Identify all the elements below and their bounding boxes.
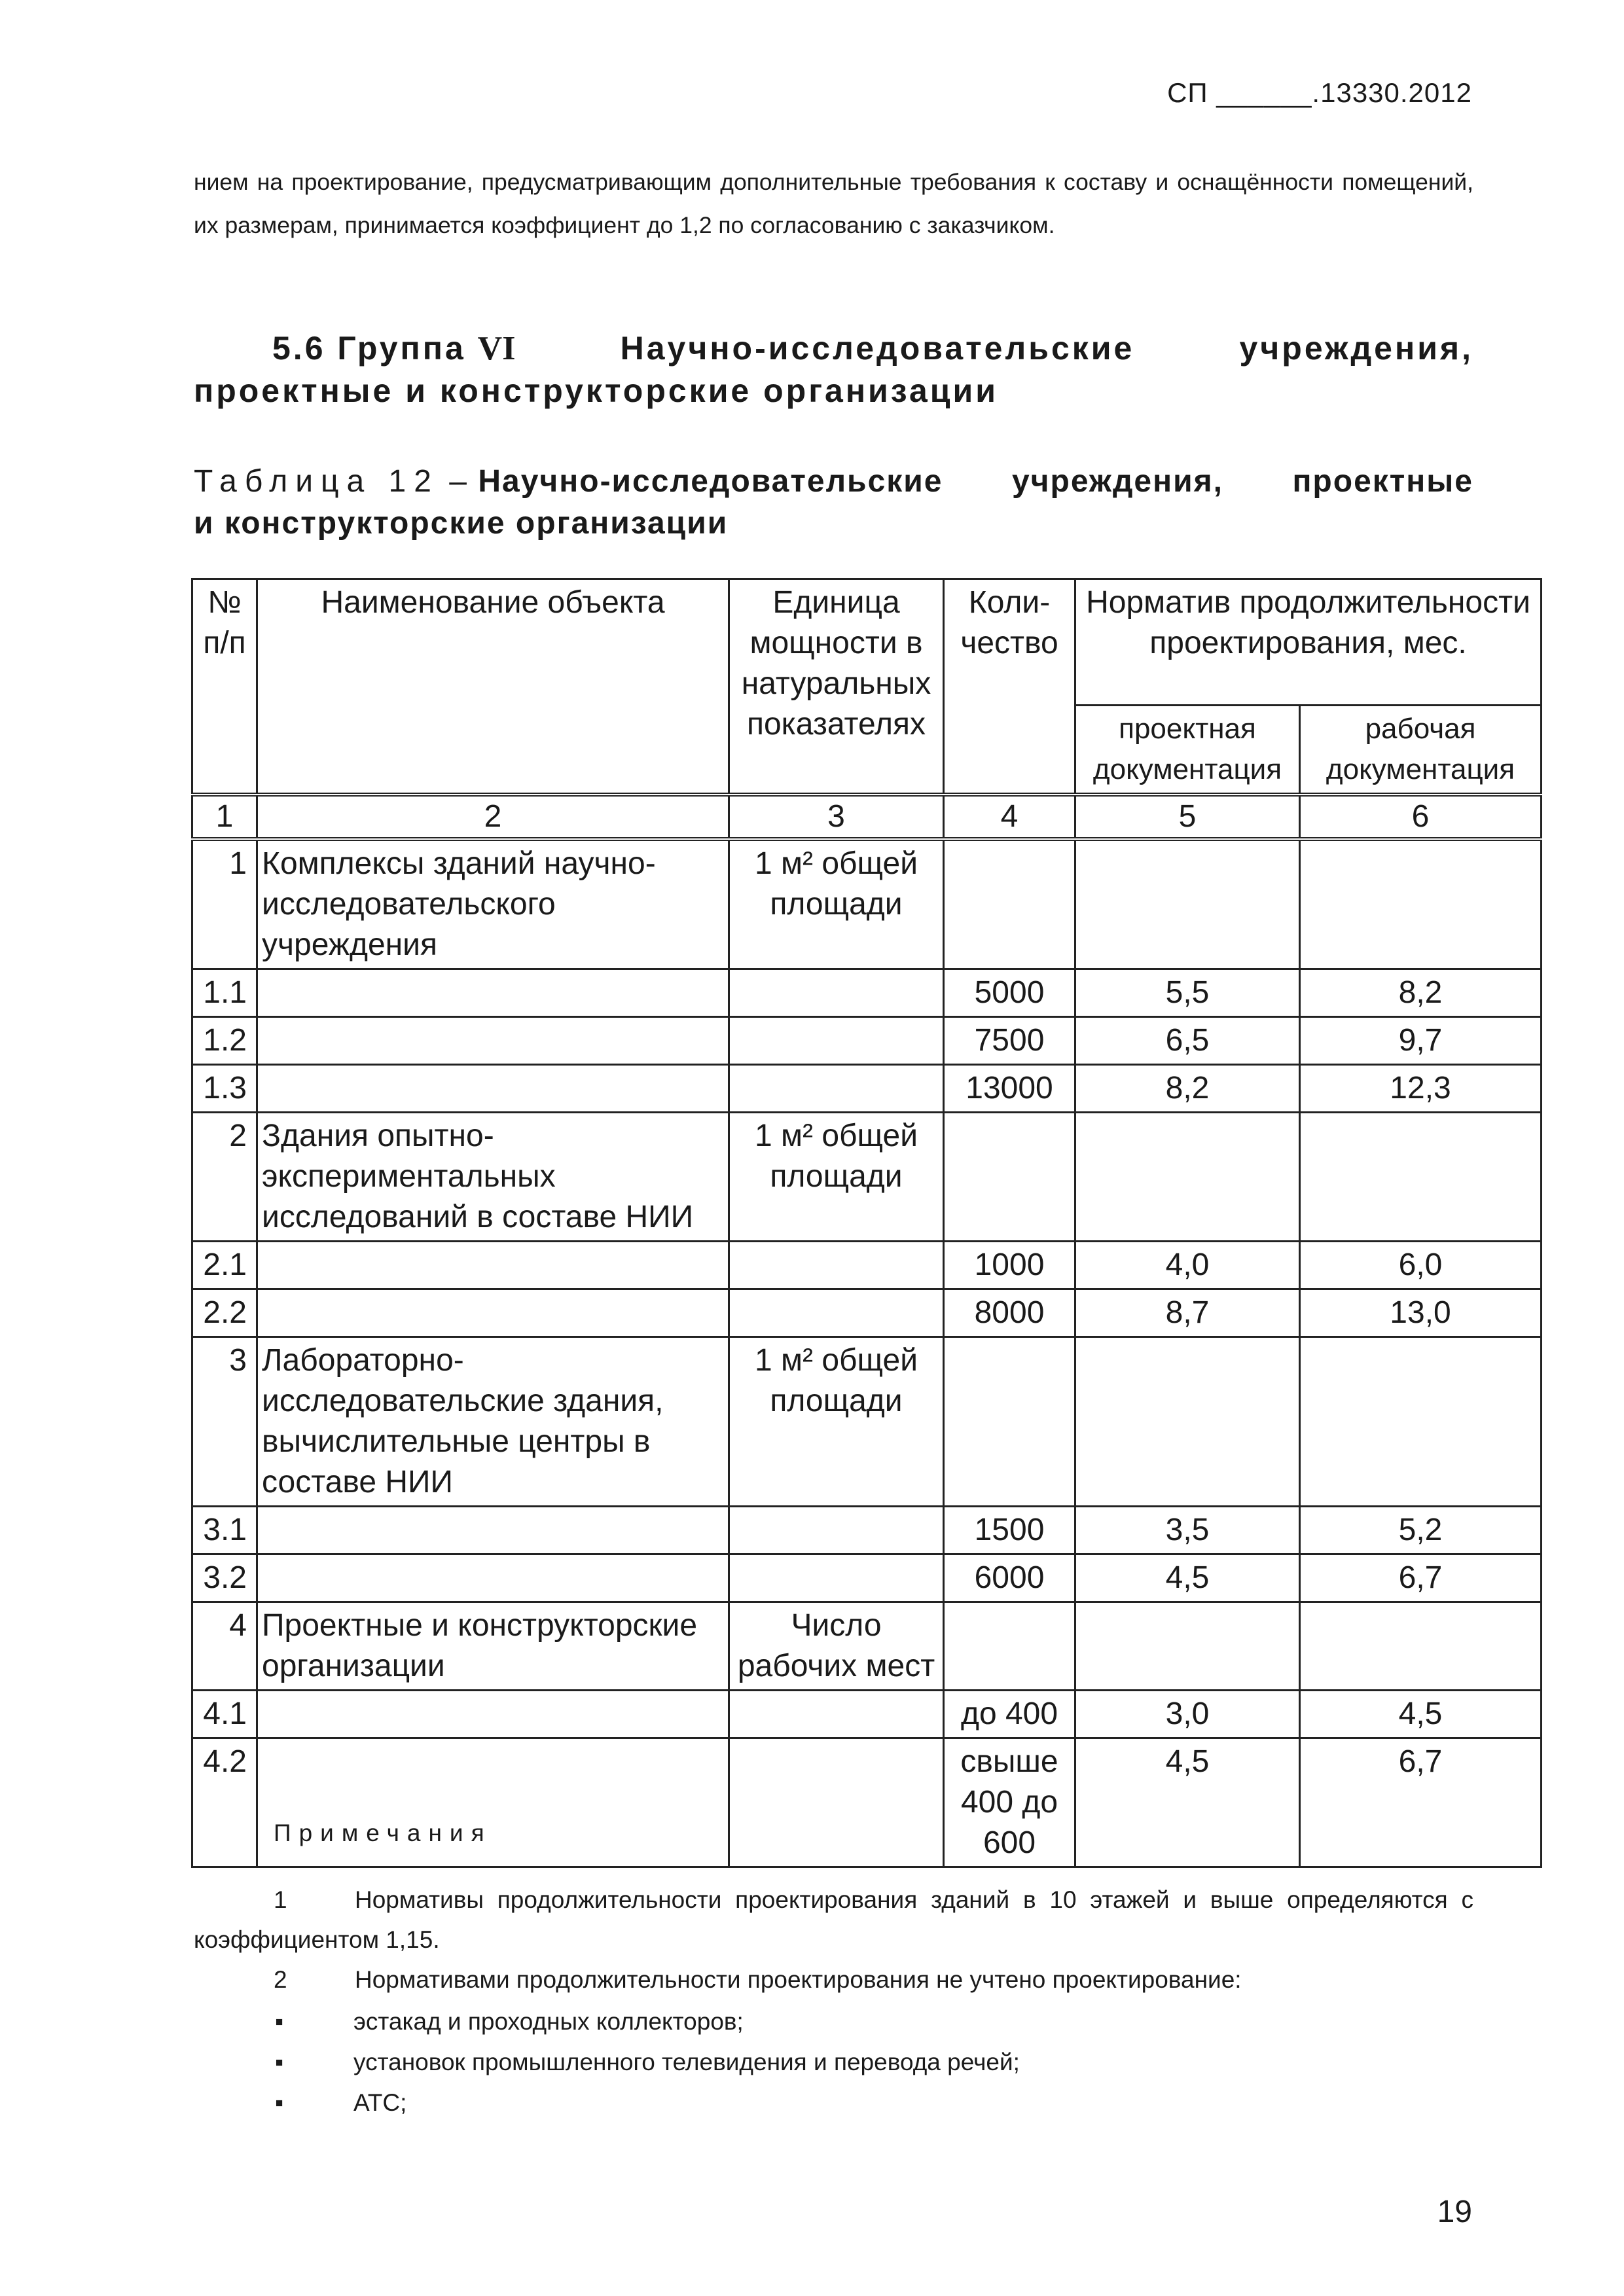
cell-design-docs: 4,5 bbox=[1075, 1738, 1300, 1867]
note-bullet-item bbox=[275, 2083, 406, 2123]
cell-working-docs: 9,7 bbox=[1300, 1017, 1542, 1065]
cell-working-docs: 6,7 bbox=[1300, 1554, 1542, 1602]
cell-unit bbox=[729, 1691, 944, 1738]
cell-design-docs bbox=[1075, 1113, 1300, 1242]
header-cell-norm: Норматив продолжительности проектирования, мес. bbox=[1075, 579, 1542, 706]
bullet-icon: ▪ bbox=[275, 2008, 284, 2035]
table-row bbox=[192, 1691, 1542, 1738]
table-header-row bbox=[192, 579, 1542, 706]
cell-working-docs: 13,0 bbox=[1300, 1289, 1542, 1337]
cell-no: 3.2 bbox=[192, 1554, 257, 1602]
cell-quantity: 8000 bbox=[944, 1289, 1075, 1337]
column-number: 4 bbox=[944, 795, 1075, 839]
table-row bbox=[192, 1337, 1542, 1507]
cell-design-docs: 3,0 bbox=[1075, 1691, 1300, 1738]
cell-no: 3 bbox=[192, 1337, 257, 1507]
intro-paragraph: нием на проектирование, предусматривающим дополнительные требования к составу и оснащённости помещений, их размерам, принимается коэффициент до 1,2 по согласованию с заказчиком. bbox=[194, 169, 1473, 238]
group-roman: VI bbox=[477, 330, 516, 367]
cell-working-docs bbox=[1300, 839, 1542, 969]
cell-working-docs: 8,2 bbox=[1300, 969, 1542, 1017]
caption-title-b: учреждения, bbox=[1011, 464, 1223, 499]
cell-design-docs: 4,5 bbox=[1075, 1554, 1300, 1602]
note-1 bbox=[194, 1880, 1473, 1960]
cell-object-name: Проектные и конструкторские организации bbox=[257, 1602, 729, 1691]
cell-design-docs: 6,5 bbox=[1075, 1017, 1300, 1065]
caption-title-line2: и конструкторские организации bbox=[194, 506, 729, 541]
cell-object-name bbox=[257, 1554, 729, 1602]
cell-quantity: до 400 bbox=[944, 1691, 1075, 1738]
table-row bbox=[192, 1017, 1542, 1065]
cell-unit bbox=[729, 1738, 944, 1867]
cell-object-name bbox=[257, 969, 729, 1017]
norms-table bbox=[191, 578, 1542, 1868]
cell-working-docs: 6,7 bbox=[1300, 1738, 1542, 1867]
cell-object-name: Здания опытно-экспериментальных исследований в составе НИИ bbox=[257, 1113, 729, 1242]
cell-working-docs bbox=[1300, 1113, 1542, 1242]
cell-object-name: Лабораторно-исследовательские здания, вычислительные центры в составе НИИ bbox=[257, 1337, 729, 1507]
cell-design-docs: 4,0 bbox=[1075, 1242, 1300, 1289]
section-title-part2: учреждения, bbox=[1239, 330, 1473, 367]
bullet-text: АТС; bbox=[353, 2089, 407, 2116]
cell-unit bbox=[729, 1554, 944, 1602]
column-number: 2 bbox=[257, 795, 729, 839]
cell-working-docs: 6,0 bbox=[1300, 1242, 1542, 1289]
cell-design-docs bbox=[1075, 1337, 1300, 1507]
caption-title-c: проектные bbox=[1292, 464, 1473, 499]
header-cell-no: № п/п bbox=[192, 579, 257, 795]
cell-quantity bbox=[944, 1602, 1075, 1691]
cell-unit: 1 м² общей площади bbox=[729, 1113, 944, 1242]
cell-unit bbox=[729, 1242, 944, 1289]
cell-unit bbox=[729, 1065, 944, 1113]
cell-quantity bbox=[944, 1337, 1075, 1507]
table-row bbox=[192, 1554, 1542, 1602]
cell-design-docs bbox=[1075, 1602, 1300, 1691]
table-row bbox=[192, 1602, 1542, 1691]
cell-no: 4 bbox=[192, 1602, 257, 1691]
bullet-icon: ▪ bbox=[275, 2049, 284, 2075]
bullet-icon: ▪ bbox=[275, 2089, 284, 2116]
cell-quantity: 7500 bbox=[944, 1017, 1075, 1065]
cell-working-docs: 12,3 bbox=[1300, 1065, 1542, 1113]
header-cell-qty: Коли-чество bbox=[944, 579, 1075, 795]
table-row bbox=[192, 1065, 1542, 1113]
column-number: 1 bbox=[192, 795, 257, 839]
cell-object-name bbox=[257, 1065, 729, 1113]
cell-working-docs: 4,5 bbox=[1300, 1691, 1542, 1738]
caption-dash: – bbox=[449, 464, 468, 499]
cell-unit: Число рабочих мест bbox=[729, 1602, 944, 1691]
cell-design-docs bbox=[1075, 839, 1300, 969]
section-number-and-group bbox=[272, 327, 515, 370]
cell-design-docs: 3,5 bbox=[1075, 1507, 1300, 1554]
note-bullet-item bbox=[275, 2001, 744, 2041]
note-2-number: 2 bbox=[274, 1966, 287, 1993]
section-title-part1: Научно-исследовательские bbox=[620, 330, 1135, 367]
cell-no: 2.1 bbox=[192, 1242, 257, 1289]
table-row bbox=[192, 1289, 1542, 1337]
cell-unit bbox=[729, 1507, 944, 1554]
cell-unit: 1 м² общей площади bbox=[729, 1337, 944, 1507]
section-title-line2: проектные и конструкторские организации bbox=[194, 372, 998, 409]
cell-object-name bbox=[257, 1242, 729, 1289]
cell-quantity: свыше 400 до 600 bbox=[944, 1738, 1075, 1867]
section-number: 5.6 bbox=[272, 330, 326, 367]
cell-unit: 1 м² общей площади bbox=[729, 839, 944, 969]
header-cell-name: Наименование объекта bbox=[257, 579, 729, 795]
column-number: 5 bbox=[1075, 795, 1300, 839]
cell-quantity bbox=[944, 1113, 1075, 1242]
cell-working-docs bbox=[1300, 1602, 1542, 1691]
cell-working-docs bbox=[1300, 1337, 1542, 1507]
table-row bbox=[192, 1242, 1542, 1289]
document-code-header: СП ______.13330.2012 bbox=[1167, 77, 1472, 108]
bullet-text: установок промышленного телевидения и перевода речей; bbox=[353, 2049, 1020, 2075]
cell-no: 1.1 bbox=[192, 969, 257, 1017]
note-1-number: 1 bbox=[274, 1886, 287, 1913]
header-cell-unit: Единица мощности в натуральных показателях bbox=[729, 579, 944, 795]
cell-quantity: 1500 bbox=[944, 1507, 1075, 1554]
cell-object-name: Комплексы зданий научно-исследовательского учреждения bbox=[257, 839, 729, 969]
cell-unit bbox=[729, 1289, 944, 1337]
group-word: Группа bbox=[337, 330, 466, 367]
cell-no: 2.2 bbox=[192, 1289, 257, 1337]
cell-no: 4.1 bbox=[192, 1691, 257, 1738]
table-row bbox=[192, 839, 1542, 969]
cell-quantity: 5000 bbox=[944, 969, 1075, 1017]
cell-no: 3.1 bbox=[192, 1507, 257, 1554]
cell-working-docs: 5,2 bbox=[1300, 1507, 1542, 1554]
cell-design-docs: 8,2 bbox=[1075, 1065, 1300, 1113]
table-row bbox=[192, 1113, 1542, 1242]
table-label: Таблица 12 bbox=[194, 464, 439, 499]
page-number: 19 bbox=[1437, 2195, 1472, 2229]
cell-no: 2 bbox=[192, 1113, 257, 1242]
notes-title: Примечания bbox=[274, 1820, 492, 1846]
column-number: 3 bbox=[729, 795, 944, 839]
table-row bbox=[192, 969, 1542, 1017]
cell-quantity: 1000 bbox=[944, 1242, 1075, 1289]
cell-no: 1 bbox=[192, 839, 257, 969]
table-row bbox=[192, 1738, 1542, 1867]
note-bullet-item bbox=[275, 2042, 1020, 2082]
cell-no: 4.2 bbox=[192, 1738, 257, 1867]
table-caption bbox=[194, 461, 1473, 545]
cell-no: 1.2 bbox=[192, 1017, 257, 1065]
note-1-text: Нормативы продолжительности проектирования зданий в 10 этажей и выше определяются с коэффициентом 1,15. bbox=[194, 1886, 1473, 1953]
cell-design-docs: 5,5 bbox=[1075, 969, 1300, 1017]
caption-title-a: Научно-исследовательские bbox=[478, 464, 943, 499]
column-number-row bbox=[192, 795, 1542, 839]
cell-object-name bbox=[257, 1507, 729, 1554]
header-cell-work: рабочая документация bbox=[1300, 706, 1542, 795]
cell-object-name bbox=[257, 1738, 729, 1867]
note-2-text: Нормативами продолжительности проектирования не учтено проектирование: bbox=[355, 1966, 1242, 1993]
cell-object-name bbox=[257, 1017, 729, 1065]
cell-no: 1.3 bbox=[192, 1065, 257, 1113]
cell-quantity: 13000 bbox=[944, 1065, 1075, 1113]
table-row bbox=[192, 1507, 1542, 1554]
section-heading bbox=[194, 327, 1473, 412]
cell-object-name bbox=[257, 1691, 729, 1738]
cell-unit bbox=[729, 1017, 944, 1065]
column-number: 6 bbox=[1300, 795, 1542, 839]
header-cell-design: проектная документация bbox=[1075, 706, 1300, 795]
cell-unit bbox=[729, 969, 944, 1017]
cell-quantity: 6000 bbox=[944, 1554, 1075, 1602]
cell-object-name bbox=[257, 1289, 729, 1337]
bullet-text: эстакад и проходных коллекторов; bbox=[353, 2008, 744, 2035]
cell-quantity bbox=[944, 839, 1075, 969]
note-2 bbox=[194, 1960, 1473, 2000]
cell-design-docs: 8,7 bbox=[1075, 1289, 1300, 1337]
